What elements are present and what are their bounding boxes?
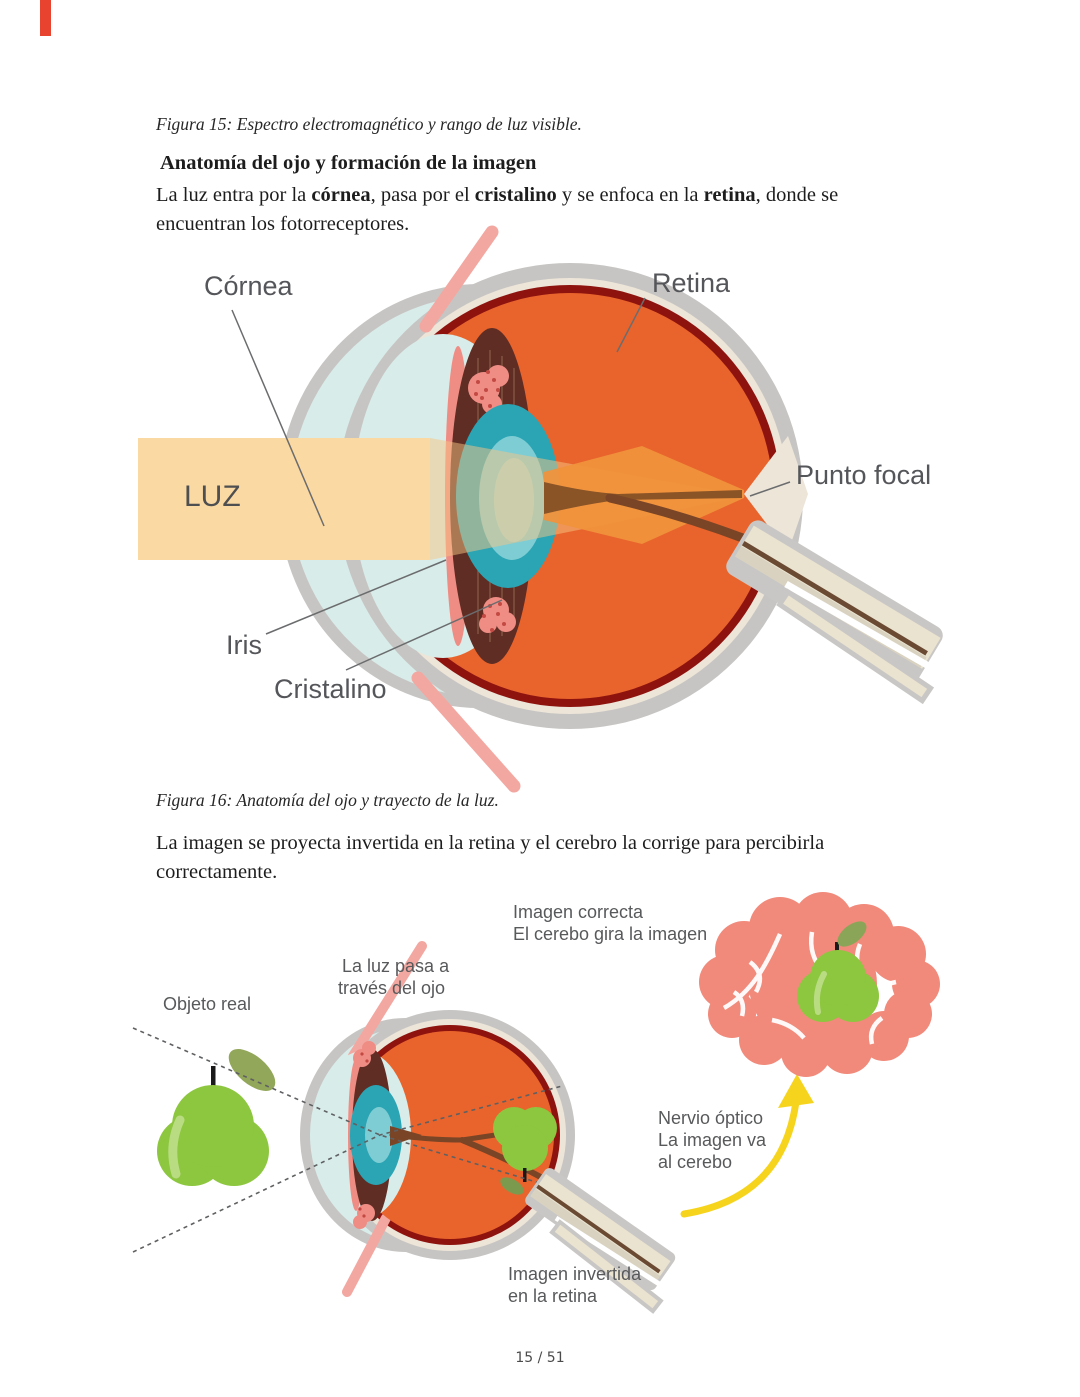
label-cornea: Córnea — [204, 271, 293, 301]
label-luz-pasa-1: La luz pasa a — [342, 956, 450, 976]
page-number: 15 / 51 — [515, 1350, 565, 1366]
label-iris: Iris — [226, 630, 262, 660]
paragraph-1: La luz entra por la córnea, pasa por el cristalino y se enfoca en la retina, donde se encuentran los fotorreceptores. — [156, 184, 839, 235]
label-punto-focal: Punto focal — [796, 460, 932, 490]
real-apple — [157, 1041, 282, 1186]
label-nervio-1: Nervio óptico — [658, 1108, 764, 1128]
image-formation-figure — [110, 888, 990, 1308]
label-invertida-1: Imagen invertida — [508, 1264, 642, 1284]
label-imagen-correcta-2: El cerebo gira la imagen — [513, 924, 708, 944]
label-nervio-3: al cerebo — [658, 1152, 733, 1172]
label-cristalino: Cristalino — [274, 674, 387, 704]
label-nervio-2: La imagen va — [658, 1130, 767, 1150]
paragraph-2: La imagen se proyecta invertida en la retina y el cerebro la corrige para percibirla correctamente. — [156, 832, 825, 883]
label-luz: LUZ — [184, 480, 241, 513]
brain — [699, 892, 940, 1077]
bookmark-ribbon — [40, 0, 51, 36]
section-heading: Anatomía del ojo y formación de la imagen — [160, 152, 537, 174]
label-invertida-2: en la retina — [508, 1286, 598, 1306]
label-luz-pasa-2: través del ojo — [338, 978, 446, 998]
eye-anatomy-figure — [140, 238, 940, 763]
label-objeto-real: Objeto real — [163, 994, 252, 1014]
label-retina: Retina — [652, 268, 731, 298]
label-imagen-correcta-1: Imagen correcta — [513, 902, 644, 922]
figure16-caption: Figura 16: Anatomía del ojo y trayecto de la luz. — [156, 790, 499, 810]
figure15-caption: Figura 15: Espectro electromagnético y rango de luz visible. — [156, 114, 582, 134]
